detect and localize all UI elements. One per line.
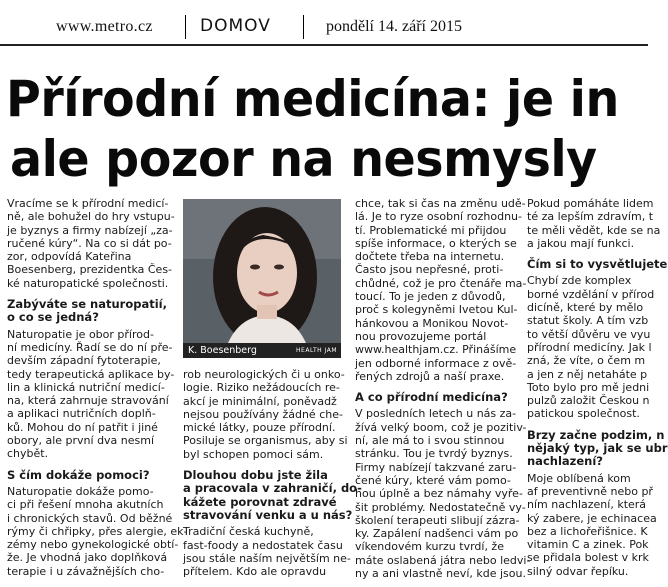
question-heading: Dlouhou dobu jste žila a pracovala v zahraničí, do- kážete porovnat zdravé stravování venku a u nás? bbox=[183, 468, 362, 522]
article-column-1 bbox=[7, 197, 188, 578]
article-column-3 bbox=[355, 197, 531, 581]
question-heading: Čím si to vysvětlujete bbox=[527, 257, 668, 272]
answer-paragraph: rob neurologických či u onko- logie. Riziko nežádoucích re- akcí je minimální, poněvadž nejsou používány žádné che- mické látky, pouze přírodní. Posiluje se organismus, aby si byl schopen pomoci sám. bbox=[183, 368, 348, 461]
answer-paragraph: Naturopatie dokáže pomo- ci při řešení mnoha akutních i chronických stavů. Od běžné rýmy či chřipky, přes alergie, ek- zémy nebo gynekologické obtí- že. Je vhodná jako doplňková terapie i u závažnějších cho- bbox=[7, 484, 188, 578]
question-heading: S čím dokáže pomoci? bbox=[7, 467, 150, 482]
answer-paragraph: Chybí zde komplex borné vzdělání v přírod dicíně, které by mělo statut školy. A tím vzb to větší důvěru ve vyu přírodní medicíny. Jak l zná, že víte, o čem m a jen z něj netaháte p Toto bylo pro mě jedni pulzů založit Českou n patickou společnost. bbox=[527, 274, 655, 421]
issue-date: pondělí 14. září 2015 bbox=[326, 18, 462, 35]
answer-paragraph: chce, tak si čas na změnu udě- lá. Je to ryze osobní rozhodnu- tí. Problematické mi přijdou spíše informace, o kterých se dočtete třeba na internetu. Často jsou nepřesné, proti- chůdné, což je pro čtenáře ma- toucí. To je jeden z důvodů, proč s kolegyněmi Ivetou Kul- hánkovou a Monikou Novot- nou provozujeme portál www.healthjam.cz. Přinášíme jen odborné informace z ově- řených zdrojů a naší praxe. bbox=[355, 197, 527, 383]
masthead bbox=[0, 0, 648, 44]
headline-line-1: Přírodní medicína: je in bbox=[6, 70, 619, 128]
headline-line-2: ale pozor na nesmysly bbox=[10, 130, 597, 188]
answer-paragraph: Tradiční česká kuchyně, fast-foody a nedostatek času jsou stále naším největším ne- přítelem. Kdo ale opravdu bbox=[183, 525, 351, 579]
question-heading: Brzy začne podzim, n nějaký typ, jak se ubr nachlazení? bbox=[527, 427, 668, 469]
question-heading: Zabýváte se naturopatií, o co se jedná? bbox=[7, 297, 167, 325]
answer-paragraph: Naturopatie je obor přírod- ní medicíny. Řadí se do ní pře- devším západní fytoterapie, tedy terapeutická aplikace by- lin a klinická nutriční medicí- na, která zahrnuje stravování a aplikaci nutričních doplň- ků. Mohou do ní patřit i jiné obory, ale první dva nesmí chybět. bbox=[7, 327, 175, 461]
site-url: www.metro.cz bbox=[56, 18, 153, 35]
portrait-image bbox=[183, 199, 341, 358]
caption-name: K. Boesenberg bbox=[188, 345, 257, 356]
divider bbox=[303, 15, 304, 39]
answer-paragraph: Moje oblíbená kom af preventivně nebo př ním nachlazení, která ký zabere, je echinacea bez a lichořeřišnice. K vitamin C a zinek. Pok se přidala bolest v krk silný odvar řepíku. bbox=[527, 471, 657, 578]
divider bbox=[185, 15, 186, 39]
section-label: DOMOV bbox=[200, 16, 271, 36]
answer-paragraph: Pokud pomáháte lidem té za lepším zdravím, t te měli vědět, kde se na a jakou mají funkci. bbox=[527, 197, 661, 250]
intro-paragraph: Vracíme se k přírodní medicí- ně, ale bohužel do hry vstupu- je byznys a firmy nabízejí „za- ručené kúry“. Na co si dát po- zor, odpovídá Kateřina Boesenberg, prezidentka Čes- ké naturopatické společnosti. bbox=[7, 197, 175, 290]
photo-caption bbox=[183, 343, 341, 358]
question-heading: A co přírodní medicína? bbox=[355, 390, 508, 405]
answer-paragraph: V posledních letech u nás za- žívá velký boom, což je pozitiv- ní, ale má to i svou stinnou stránku. Tou je tvrdý byznys. Firmy nabízejí takzvané zaru- čené kúry, které vám pomo- hou úplně a bez námahy vyře- šit problémy. Nedostatečně vy- školení terapeuti slibují zázra- ky. Zapálení nadšenci vám po víkendovém kurzu tvrdí, že máte oslabená játra nebo ledvi- ny a ani vlastně neví, kde jsou. bbox=[355, 407, 531, 581]
portrait-photo bbox=[183, 199, 341, 358]
article-column-2 bbox=[183, 368, 362, 579]
article-column-4 bbox=[527, 197, 668, 578]
header-rule bbox=[0, 44, 648, 46]
photo-credit: HEALTH JAM bbox=[296, 347, 337, 354]
